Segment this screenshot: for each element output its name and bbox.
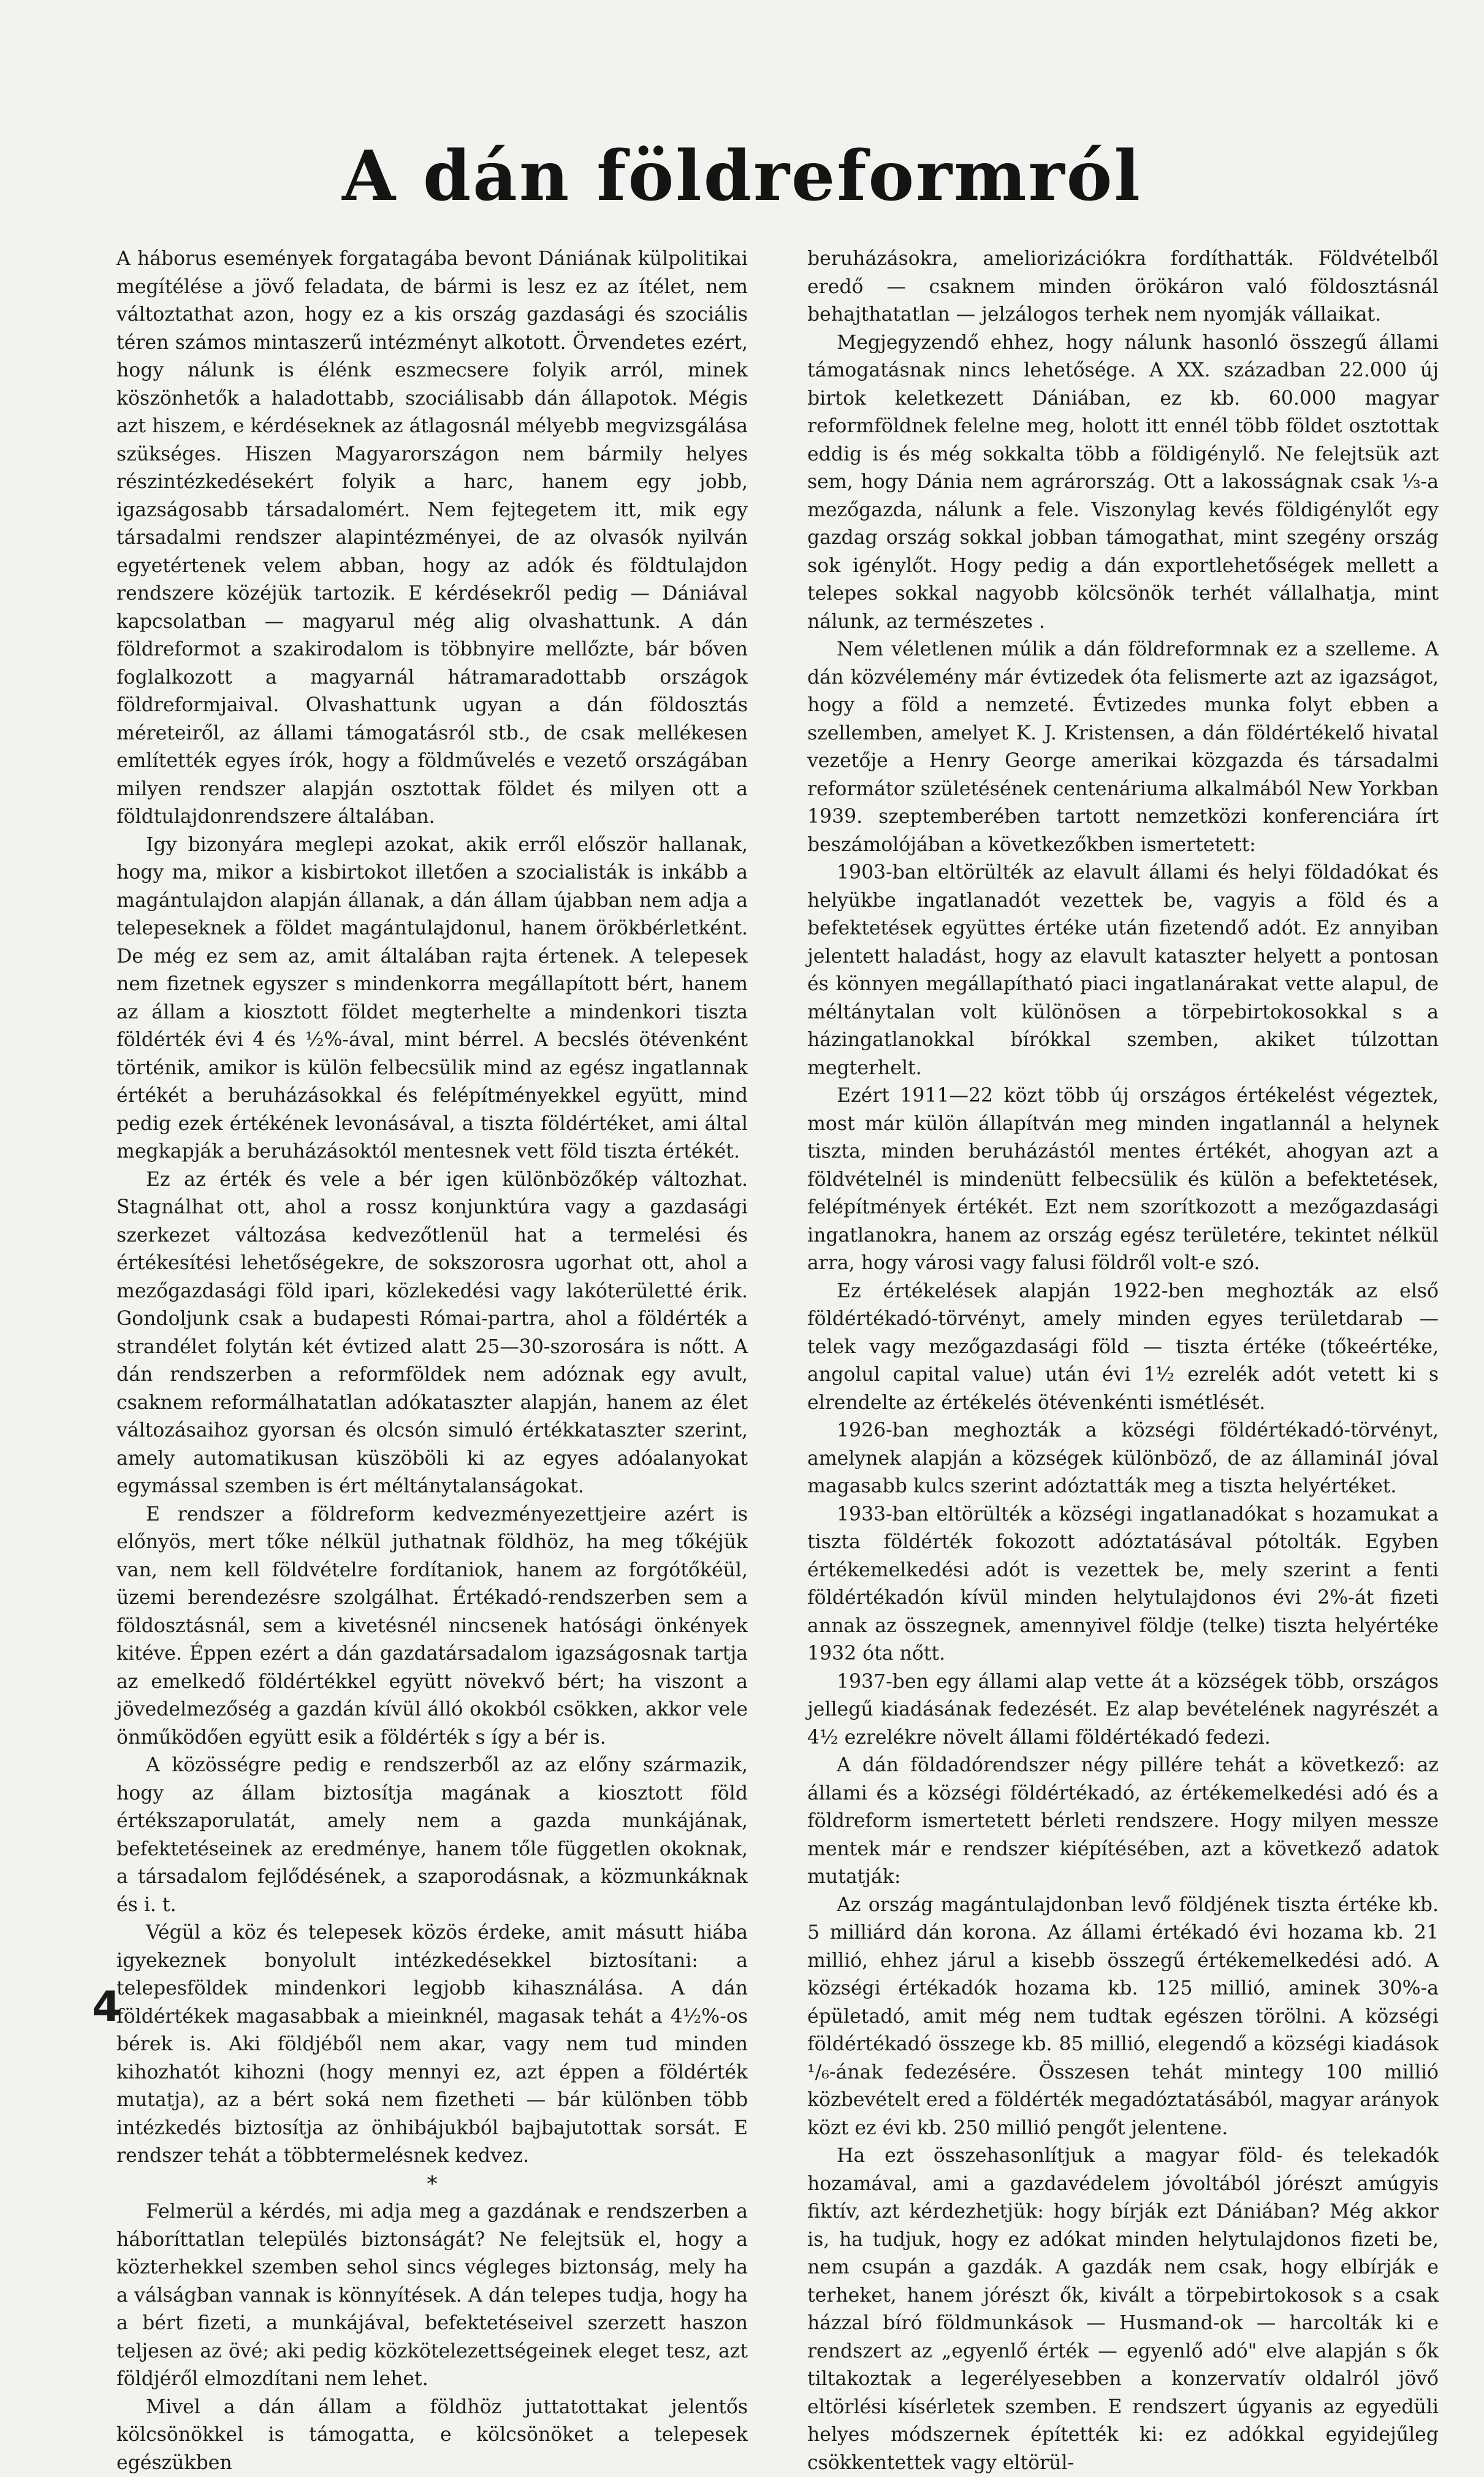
paragraph: Mivel a dán állam a földhöz juttatottakat jelentős kölcsönökkel is támogatta, e kölcsönöket a telepesek egészükben bbox=[116, 2394, 748, 2477]
paragraph: 1933-ban eltörülték a községi ingatlanadókat s hozamukat a tiszta földérték fokozott adóztatásával pótolták. Egyben értékemelkedési adót is vezettek be, mely szerint a fenti földértékadón kívül minden helytulajdonos évi 2%-át fizeti annak az összegnek, amennyivel földje (telke) tiszta helyértéke 1932 óta nőtt. bbox=[807, 1501, 1439, 1668]
paragraph: E rendszer a földreform kedvezményezettjeire azért is előnyös, mert tőke nélkül juthatnak földhöz, ha meg tőkéjük van, nem kell földvételre fordítaniok, hanem az forgótőkéül, üzemi berendezésre szolgálhat. Értékadó-rendszerben sem a földosztásnál, sem a kivetésnél nincsenek hatósági önkények kitéve. Éppen ezért a dán gazdatársadalom igazságosnak tartja az emelkedő földértékkel együtt növekvő bért; ha viszont a jövedelmezőség a gazdán kívül álló okokból csökken, akkor vele önműködően együtt esik a földérték s így a bér is. bbox=[116, 1501, 748, 1752]
section-separator: * bbox=[116, 2170, 748, 2199]
paragraph: 1937-ben egy állami alap vette át a községek több, országos jellegű kiadásának fedezését. Ez alap bevételének nagyrészét a 4½ ezrelékre növelt állami földértékadó fedezi. bbox=[807, 1668, 1439, 1752]
paragraph: beruházásokra, ameliorizációkra fordíthatták. Földvételből eredő — csaknem minden örökáron való földosztásnál behajthatatlan — jelzálogos terhek nem nyomják vállaikat. bbox=[807, 245, 1439, 329]
paragraph: Az ország magántulajdonban levő földjének tiszta értéke kb. 5 milliárd dán korona. Az állami értékadó évi hozama kb. 21 millió, ehhez járul a kisebb összegű értékemelkedési adó. A községi értékadók hozama kb. 125 millió, aminek 30%-a épületadó, amit még nem tudtak egészen törölni. A községi földértékadó összege kb. 85 millió, elegendő a községi kiadások ¹/₆-ának fedezésére. Összesen tehát mintegy 100 millió közbevételt ered a földérték megadóztatásából, magyar arányok közt ez évi kb. 250 millió pengőt jelentene. bbox=[807, 1891, 1439, 2143]
paragraph: A közösségre pedig e rendszerből az az előny származik, hogy az állam biztosítja magának a kiosztott föld értékszaporulatát, amely nem a gazda munkájának, befektetéseinek az eredménye, hanem tőle független okoknak, a társadalom fejlődésének, a szaporodásnak, a közmunkáknak és i. t. bbox=[116, 1752, 748, 1919]
paragraph: Ez értékelések alapján 1922-ben meghozták az első földértékadó-törvényt, amely minden egyes területdarab — telek vagy mezőgazdasági föld — tiszta értéke (tőkeértéke, angolul capital value) után évi 1½ ezrelék adót vetett ki s elrendelte az értékelés ötévenkénti ismétlését. bbox=[807, 1278, 1439, 1418]
paragraph: Ha ezt összehasonlítjuk a magyar föld- és telekadók hozamával, ami a gazdavédelem jóvoltából jórészt amúgyis fiktív, azt kérdezhetjük: hogy bírják ezt Dániában? Még akkor is, ha tudjuk, hogy ez adókat minden helytulajdonos fizeti be, nem csupán a gazdák. A gazdák nem csak, hogy elbírják e terheket, hanem jórészt ők, kivált a törpebirtokosok s a csak házzal bíró földmunkások — Husmand-ok — harcolták ki e rendszert az „egyenlő érték — egyenlő adó" elve alapján s ők tiltakoztak a legerélyesebben a konzervatív oldalról jövő eltörlési kísérletek szemben. E rendszert úgyanis az egyedüli helyes módszernek építették ki: ez adókkal egyidejűleg csökkentettek vagy eltörül- bbox=[807, 2142, 1439, 2477]
left-column bbox=[116, 245, 748, 2477]
article-title: A dán földreformról bbox=[0, 136, 1484, 216]
right-column bbox=[807, 245, 1439, 2477]
paragraph: Végül a köz és telepesek közös érdeke, amit másutt hiába igyekeznek bonyolult intézkedésekkel biztosítani: a telepesföldek mindenkori legjobb kihasználása. A dán földértékek magasabbak a mieinknél, magasak tehát a 4½%-os bérek is. Aki földjéből nem akar, vagy nem tud minden kihozhatót kihozni (hogy mennyi ez, azt éppen a földérték mutatja), az a bért soká nem fizetheti — bár különben több intézkedés biztosítja az önhibájukból bajbajutottak sorsát. E rendszer tehát a többtermelésnek kedvez. bbox=[116, 1919, 748, 2170]
paragraph: A háborus események forgatagába bevont Dániának külpolitikai megítélése a jövő feladata, de bármi is lesz ez az ítélet, nem változtathat azon, hogy ez a kis ország gazdasági és szociális téren számos mintaszerű intézményt alkotott. Örvendetes ezért, hogy nálunk is élénk eszmecsere folyik arról, minek köszönhetők a haladottabb, szociálisabb dán állapotok. Mégis azt hiszem, e kérdéseknek az átlagosnál mélyebb megvizsgálása szükséges. Hiszen Magyarországon nem bármily helyes részintézkedésekért folyik a harc, hanem egy jobb, igazságosabb társadalomért. Nem fejtegetem itt, mik egy társadalmi rendszer alapintézményei, de az olvasók nyilván egyetértenek velem abban, hogy az adók és földtulajdon rendszere közéjük tartozik. E kérdésekről pedig — Dániával kapcsolatban — magyarul még alig olvashattunk. A dán földreformot a szakirodalom is többnyire mellőzte, bár bőven foglalkozott a magyarnál hátramaradottabb országok földreformjaival. Olvashattunk ugyan a dán földosztás méreteiről, az állami támogatásról stb., de csak mellékesen említették egyes írók, hogy a földművelés e vezető országában milyen rendszer alapján osztottak földet és milyen ott a földtulajdonrendszere általában. bbox=[116, 245, 748, 831]
paragraph: Ez az érték és vele a bér igen különbözőkép változhat. Stagnálhat ott, ahol a rossz konjunktúra vagy a gazdasági szerkezet változása kedvezőtlenül hat a termelési és értékesítési lehetőségekre, de sokszorosra ugorhat ott, ahol a mezőgazdasági föld ipari, közlekedési vagy lakóterületté érik. Gondoljunk csak a budapesti Római-partra, ahol a földérték a strandélet folytán két évtized alatt 25—30-szorosára is nőtt. A dán rendszerben a reformföldek nem adóznak egy avult, csaknem reformálhatatlan adókataszter alapján, hanem az élet változásaihoz gyorsan és olcsón simuló értékkataszter szerint, amely automatikusan küszöböli ki az egyes adóalanyokat egymással szemben is ért méltánytalanságokat. bbox=[116, 1166, 748, 1501]
paragraph: A dán földadórendszer négy pillére tehát a következő: az állami és a községi földértékadó, az értékemelkedési adó és a földreform ismertetett bérleti rendszere. Hogy milyen messze mentek már e rendszer kiépítésében, azt a következő adatok mutatják: bbox=[807, 1752, 1439, 1891]
paragraph: Igy bizonyára meglepi azokat, akik erről először hallanak, hogy ma, mikor a kisbirtokot illetően a szocialisták is inkább a magántulajdon alapján állanak, a dán állam újabban nem adja a telepeseknek a földet magántulajdonul, hanem örökbérletként. De még ez sem az, amit általában rajta értenek. A telepesek nem fizetnek egyszer s mindenkorra megállapított bért, hanem az állam a kiosztott földet megterhelte a mindenkori tiszta földérték évi 4 és ½%-ával, mint bérrel. A becslés ötévenként történik, amikor is külön felbecsülik mind az egész ingatlannak értékét a beruházásokkal és felépítményekkel együtt, mind pedig ezek értékének levonásával, a tiszta földértéket, ami által megkapják a beruházásoktól mentesnek vett föld tiszta értékét. bbox=[116, 831, 748, 1166]
paragraph: Ezért 1911—22 közt több új országos értékelést végeztek, most már külön állapítván meg minden ingatlannál a helynek tiszta, minden beruházástól mentes értékét, ahogyan azt a földvételnél is mindenütt felbecsülik és külön a befektetések, felépítmények értékét. Ezt nem szorítkozott a mezőgazdasági ingatlanokra, hanem az ország egész területére, tekintet nélkül arra, hogy városi vagy falusi földről volt-e szó. bbox=[807, 1082, 1439, 1278]
paragraph: Nem véletlenen múlik a dán földreformnak ez a szelleme. A dán közvélemény már évtizedek óta felismerte azt az igazságot, hogy a föld a nemzeté. Évtizedes munka folyt ebben a szellemben, amelyet K. J. Kristensen, a dán földértékelő hivatal vezetője a Henry George amerikai közgazda és társadalmi reformátor születésének centenáriuma alkalmából New Yorkban 1939. szeptemberében tartott nemzetközi konferenciára írt beszámolójában a következőkben ismertetett: bbox=[807, 636, 1439, 859]
page-number: 4 bbox=[92, 1983, 121, 2031]
paragraph: Felmerül a kérdés, mi adja meg a gazdának e rendszerben a háboríttatlan település biztonságát? Ne felejtsük el, hogy a közterhekkel szemben sehol sincs végleges biztonság, mely ha a válságban vannak is könnyítések. A dán telepes tudja, hogy ha a bért fizeti, a munkájával, befektetéseivel szerzett haszon teljesen az övé; aki pedig közkötelezettségeinek eleget tesz, azt földjéről elmozdítani nem lehet. bbox=[116, 2198, 748, 2394]
paragraph: Megjegyzendő ehhez, hogy nálunk hasonló összegű állami támogatásnak nincs lehetősége. A XX. században 22.000 új birtok keletkezett Dániában, ez kb. 60.000 magyar reformföldnek felelne meg, holott itt ennél több földet osztottak eddig is és még sokkalta több a földigénylő. Ne felejtsük azt sem, hogy Dánia nem agrárország. Ott a lakosságnak csak ⅓-a mezőgazda, nálunk a fele. Viszonylag kevés földigénylőt egy gazdag ország sokkal jobban támogathat, mint szegény ország sok igénylőt. Hogy pedig a dán exportlehetőségek mellett a telepes sokkal nagyobb kölcsönök terhét vállalhatja, mint nálunk, az természetes . bbox=[807, 329, 1439, 636]
paragraph: 1926-ban meghozták a községi földértékadó-törvényt, amelynek alapján a községek különböző, de az államináI jóval magasabb kulcs szerint adóztatták meg a tiszta helyértéket. bbox=[807, 1417, 1439, 1501]
paragraph: 1903-ban eltörülték az elavult állami és helyi földadókat és helyükbe ingatlanadót vezettek be, vagyis a föld és a befektetések együttes értéke után fizetendő adót. Ez annyiban jelentett haladást, hogy az elavult kataszter helyett a pontosan és könnyen megállapítható piaci ingatlanárakat vette alapul, de méltánytalan volt különösen a törpebirtokosokkal s a házingatlanokkal bírókkal szemben, akiket túlzottan megterhelt. bbox=[807, 859, 1439, 1082]
